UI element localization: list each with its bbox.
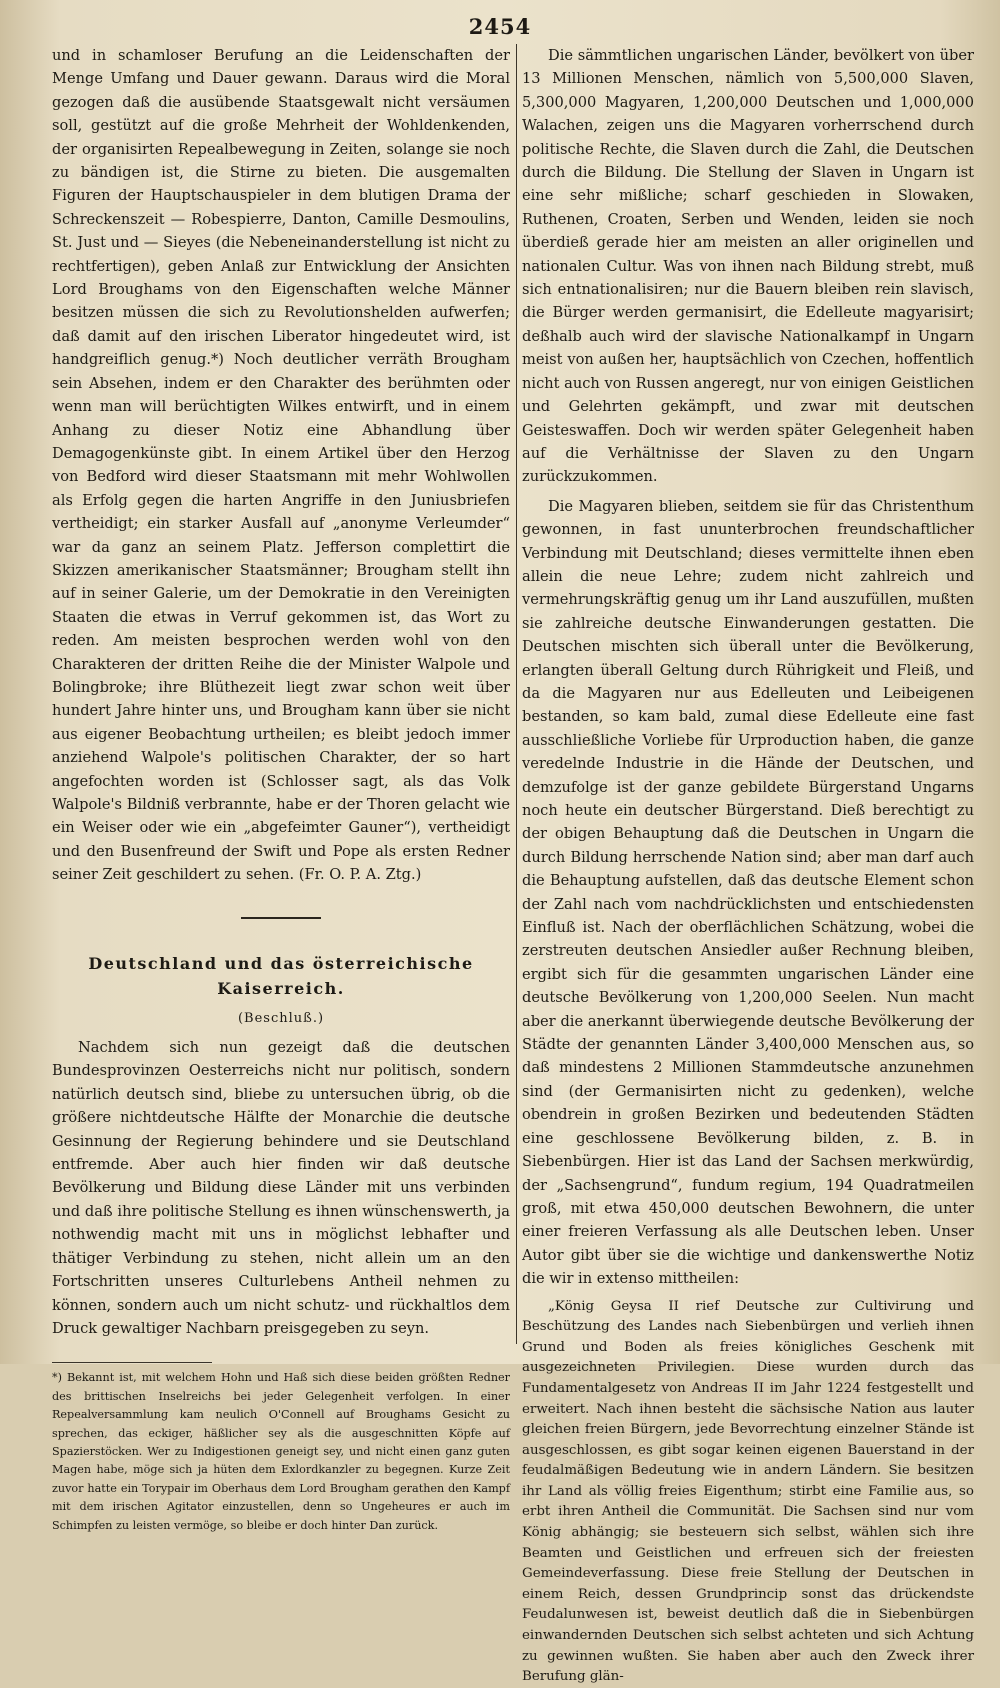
right-column [522, 44, 974, 1688]
hungary-paragraph: Die sämmtlichen ungarischen Länder, bevölkert von über 13 Millionen Menschen, nämlich von 5,500,000 Slaven, 5,300,000 Magyaren, 1,200,000 Deutschen und 1,000,000 Walachen, zeigen uns die Magyaren vorherrschend durch politische Rechte, die Slaven durch die Zahl, die Deutschen durch die Bildung. Die Stellung der Slaven in Ungarn ist eine sehr mißliche; scharf geschieden in Slowaken, Ruthenen, Croaten, Serben und Wenden, leiden sie noch überdieß gerade hier am meisten an aller originellen und nationalen Cultur. Was von ihnen nach Bildung strebt, muß sich entnationalisiren; nur die Bauern bleiben rein slavisch, die Bürger werden germanisirt, die Edelleute magyarisirt; deßhalb auch wird der slavische Nationalkampf in Ungarn meist von außen her, hauptsächlich von Czechen, hoffentlich nicht auch von Russen angeregt, nur von einigen Geistlichen und Gelehrten gekämpft, und zwar mit deutschen Geisteswaffen. Doch wir werden später Gelegenheit haben auf die Verhältnisse der Slaven zu den Ungarn zurückzukommen. [522, 47, 974, 486]
quoted-notice: „König Geysa II rief Deutsche zur Cultivirung und Beschützung des Landes nach Siebenbürgen und verlieh ihnen Grund und Boden als freies königliches Geschenk mit ausgezeichneten Privilegien. Diese wurden durch das Fundamentalgesetz von Andreas II im Jahr 1224 festgestellt und erweitert. Nach ihnen besteht die sächsische Nation aus lauter gleichen freien Bürgern, jede Bevorrechtung einzelner Stände ist ausgeschlossen, es gibt sogar keinen eigenen Bauerstand in der feudalmäßigen Bedeutung wie in andern Ländern. Sie besitzen ihr Land als völlig freies Eigenthum; stirbt eine Familie aus, so erbt ihren Antheil die Communität. Die Sachsen sind nur vom König abhängig; sie besteuern sich selbst, wählen sich ihre Beamten und Geistlichen und erfreuen sich der freiesten Gemeindeverfassung. Diese freie Stellung der Deutschen in einem Reich, dessen Grundprincip sonst das drückendste Feudalunwesen ist, beweist deutlich daß die in Siebenbürgen einwandernden Deutschen sich selbst achteten und sich Achtung zu gewinnen wußten. Sie haben aber auch den Zweck ihrer Berufung glän- [522, 1298, 974, 1685]
page-number: 2454 [468, 14, 532, 39]
section-divider [241, 917, 321, 919]
article-body-paragraph: Nachdem sich nun gezeigt daß die deutschen Bundesprovinzen Oesterreichs nicht nur politisch, sondern natürlich deutsch sind, bliebe zu untersuchen übrig, ob die größere nichtdeutsche Hälfte der Monarchie die deutsche Gesinnung der Regierung behindere und sie Deutschland entfremde. Aber auch hier finden wir daß deutsche Bevölkerung und Bildung diese Länder mit uns verbinden und daß ihre politische Stellung es ihnen wünschenswerth, ja nothwendig macht mit uns in möglichst lebhafter und thätiger Verbindung zu stehen, nicht allein um an den Fortschritten unseres Culturlebens Antheil nehmen zu können, sondern auch um nicht schutz- und rückhaltlos dem Druck gewaltiger Nachbarn preisgegeben zu seyn. [52, 1039, 510, 1337]
article-headline: Deutschland und das österreichische Kaiserreich. [88, 953, 474, 998]
magyar-paragraph: Die Magyaren blieben, seitdem sie für das Christenthum gewonnen, in fast ununterbrochen freundschaftlicher Verbindung mit Deutschland; dieses vermittelte ihnen eben allein die neue Lehre; zudem nicht zahlreich und vermehrungskräftig genug um ihr Land auszufüllen, mußten sie zahlreiche deutsche Einwanderungen gestatten. Die Deutschen mischten sich überall unter die Bevölkerung, erlangten überall Geltung durch Rührigkeit und Fleiß, und da die Magyaren nur aus Edelleuten und Leibeigenen bestanden, so kam bald, zumal diese Edelleute eine fast ausschließliche Vorliebe für Urproduction haben, die ganze veredelnde Industrie in die Hände der Deutschen, und demzufolge ist der ganze gebildete Bürgerstand Ungarns noch heute ein deutscher Bürgerstand. Dieß berechtigt zu der obigen Behauptung daß die Deutschen in Ungarn die durch Bildung herrschende Nation sind; aber man darf auch die Behauptung aufstellen, daß das deutsche Element schon der Zahl nach vom nachdrücklichsten und entschiedensten Einfluß ist. Nach der oberflächlichen Schätzung, wobei die zerstreuten deutschen Ansiedler außer Rechnung bleiben, ergibt sich für die gesammten ungarischen Länder eine deutsche Bevölkerung von 1,200,000 Seelen. Nun macht aber die anerkannt überwiegende deutsche Bevölkerung der Städte der genannten Länder 3,400,000 Menschen aus, so daß mindestens 2 Millionen Stammdeutsche anzunehmen sind (der Germanisirten nicht zu gedenken), welche obendrein in großen Bezirken und bedeutenden Städten eine geschlossene Bevölkerung bilden, z. B. in Siebenbürgen. Hier ist das Land der Sachsen merkwürdig, der „Sachsengrund“, fundum regium, 194 Quadratmeilen groß, mit etwa 450,000 deutschen Bewohnern, die unter einer freieren Verfassung als alle Deutschen leben. Unser Autor gibt über sie die wichtige und dankenswerthe Notiz die wir in extenso mittheilen: [522, 497, 974, 1288]
footnote-rule [52, 1362, 212, 1363]
article-subhead: (Beschluß.) [237, 1010, 325, 1026]
footnote [52, 1362, 510, 1535]
footnote-text: *) Bekannt ist, mit welchem Hohn und Haß sich diese beiden größten Redner des brittischen Inselreichs bei jeder Gelegenheit verfolgen. In einer Repealversammlung kam neulich O'Connell auf Broughams Gesicht zu sprechen, das eckiger, häßlicher sey als die ausgeschnitten Köpfe auf Spazierstöcken. Wer zu Indigestionen geneigt sey, und nicht einen ganz guten Magen habe, möge sich ja hüten dem Exlordkanzler zu begegnen. Kurze Zeit zuvor hatte ein Torypair im Oberhaus dem Lord Brougham gerathen den Kampf mit dem irischen Agitator einzustellen, denn so Ungeheures er auch im Schimpfen zu leisten vermöge, so bleibe er doch hinter Dan zurück. [52, 1371, 510, 1532]
article-continuation-paragraph: und in schamloser Berufung an die Leidenschaften der Menge Umfang und Dauer gewann. Daraus wird die Moral gezogen daß die ausübende Staatsgewalt nicht versäumen soll, gestützt auf die große Mehrheit der Wohldenkenden, der organisirten Repealbewegung in Zeiten, solange sie noch zu bändigen ist, die Stirne zu bieten. Die ausgemalten Figuren der Hauptschauspieler in dem blutigen Drama der Schreckenszeit — Robespierre, Danton, Camille Desmoulins, St. Just und — Sieyes (die Nebeneinanderstellung ist nicht zu rechtfertigen), geben Anlaß zur Entwicklung der Ansichten Lord Broughams von den Eigenschaften welche Männer besitzen müssen die sich zu Revolutionshelden aufwerfen; daß damit auf den irischen Liberator hingedeutet wird, ist handgreiflich genug.*) Noch deutlicher verräth Brougham sein Absehen, indem er den Charakter des berühmten oder wenn man will berüchtigten Wilkes entwirft, und in einem Anhang zu dieser Notiz eine Abhandlung über Demagogenkünste gibt. In einem Artikel über den Herzog von Bedford wird dieser Staatsmann mit mehr Wohlwollen als Erfolg gegen die harten Angriffe in den Juniusbriefen vertheidigt; ein starker Ausfall auf „anonyme Verleumder“ war da ganz an seinem Platz. Jefferson complettirt die Skizzen amerikanischer Staatsmänner; Brougham stellt ihn auf in seiner Galerie, um der Demokratie in den Vereinigten Staaten die etwas in Verruf gekommen ist, das Wort zu reden. Am meisten besprochen werden wohl von den Charakteren der dritten Reihe die der Minister Walpole und Bolingbroke; ihre Blüthezeit liegt zwar schon weit über hundert Jahre hinter uns, und Brougham kann über sie nicht aus eigener Beobachtung urtheilen; es bleibt jedoch immer anziehend Walpole's politischen Charakter, der so hart angefochten worden ist (Schlosser sagt, als das Volk Walpole's Bildniß verbrannte, habe er der Thoren gelacht wie ein Weiser oder wie ein „abgefeimter Gauner“), vertheidigt und den Busenfreund der Swift und Pope als ersten Redner seiner Zeit geschildert zu sehen. (Fr. O. P. A. Ztg.) [52, 47, 510, 884]
column-rule [516, 44, 517, 1344]
left-column [52, 44, 510, 1535]
